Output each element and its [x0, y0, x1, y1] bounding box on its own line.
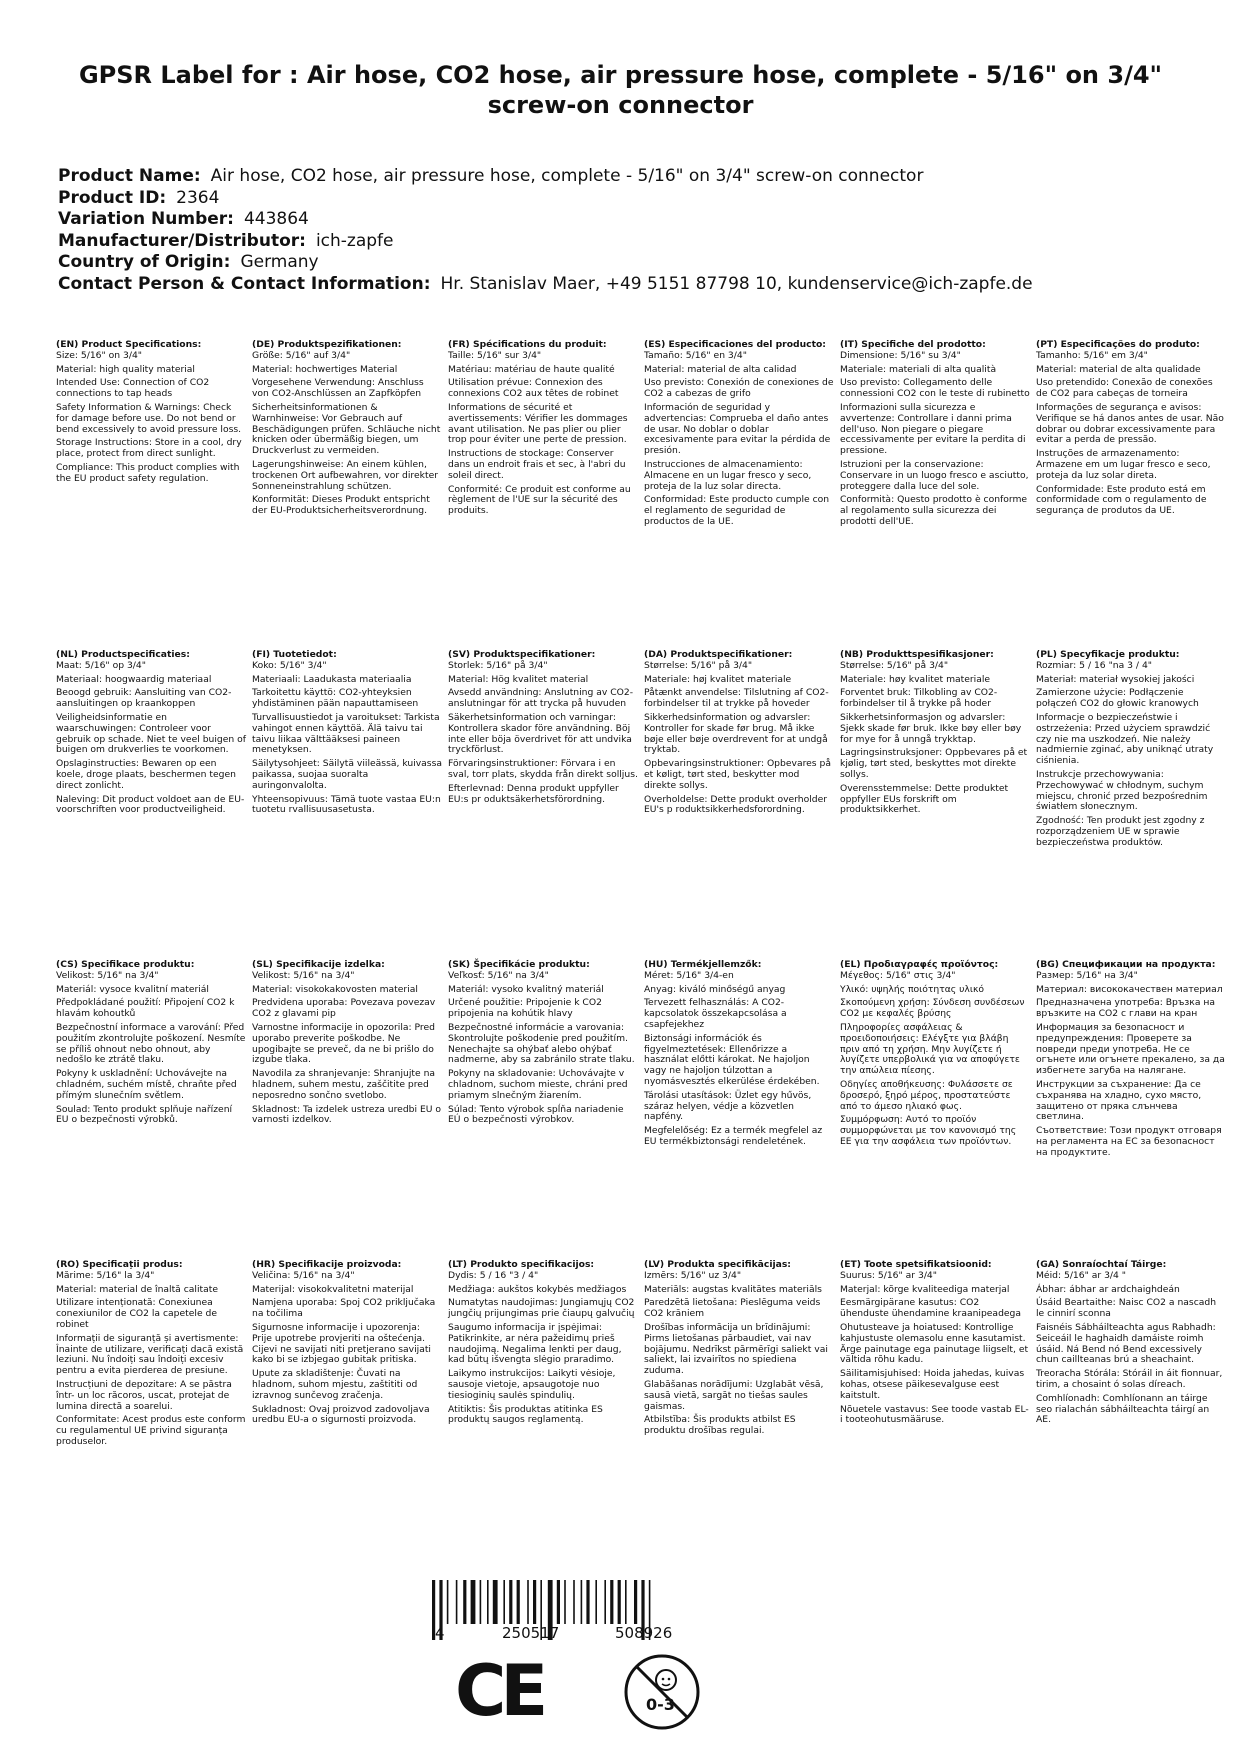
- barcode-bar: [604, 1580, 606, 1624]
- info-label: Country of Origin:: [58, 252, 231, 272]
- barcode-bar: [533, 1580, 536, 1624]
- spec-line: Méret: 5/16" 3/4-en: [644, 969, 734, 981]
- spec-line: Storage Instructions: Store in a cool, dry place, protect from direct sunlight.: [56, 437, 242, 460]
- spec-heading: (NL) Productspecificaties:: [56, 649, 190, 660]
- spec-line: Materiál: vysoce kvalitní materiál: [56, 983, 209, 995]
- barcode-bar: [503, 1580, 505, 1624]
- spec-heading: (EL) Προδιαγραφές προϊόντος:: [840, 959, 999, 970]
- spec-heading: (DE) Produktspezifikationen:: [252, 339, 402, 350]
- spec-line: Efterlevnad: Denna produkt uppfyller EU:s pr oduktsäkerhetsförordning.: [448, 782, 619, 805]
- info-row: [58, 252, 1033, 274]
- spec-line: Instructions de stockage: Conserver dans un endroit frais et sec, à l'abri du soleil direct.: [448, 448, 626, 481]
- spec-block: [840, 340, 1030, 531]
- spec-heading: (FR) Spécifications du produit:: [448, 339, 607, 350]
- not-for-children-0-3-icon: [622, 1652, 702, 1732]
- info-label: Product ID:: [58, 187, 167, 208]
- spec-line: Matériau: matériau de haute qualité: [448, 363, 615, 375]
- barcode-bar: [581, 1580, 583, 1624]
- spec-line: Předpokládané použití: Připojení CO2 k hlavám kohoutků: [56, 997, 235, 1020]
- spec-line: Pokyny na skladovanie: Uchovávajte v chladnom, suchom mieste, chráni pred priamym slnečným žiarením.: [448, 1068, 628, 1101]
- info-label: Contact Person & Contact Information:: [58, 273, 431, 294]
- spec-line: Rozmiar: 5 / 16 "na 3 / 4": [1036, 659, 1153, 671]
- spec-block: [448, 1260, 638, 1429]
- spec-line: Conformitate: Acest produs este conform cu regulamentul UE privind siguranța produselor.: [56, 1414, 246, 1447]
- spec-line: Paredzētā lietošana: Pieslēguma veids CO2 krāniem: [644, 1297, 821, 1320]
- spec-line: Velikost: 5/16" na 3/4": [252, 969, 355, 981]
- spec-line: Veľkosť: 5/16" na 3/4": [448, 969, 549, 981]
- spec-line: Varnostne informacije in opozorila: Pred uporabo preverite poškodbe. Ne upogibajte se preveč, da ne bi prišlo do izgube tlaka.: [252, 1021, 435, 1066]
- spec-line: Suurus: 5/16" ar 3/4": [840, 1269, 937, 1281]
- spec-line: Naleving: Dit product voldoet aan de EU-voorschriften voor productveiligheid.: [56, 793, 245, 816]
- spec-heading: (BG) Спецификации на продукта:: [1036, 959, 1216, 970]
- spec-line: Veiligheidsinformatie en waarschuwingen: Controleer voor gebruik op schade. Niet te veel buigen of buigen om drukverlies te voorkomen.: [56, 711, 246, 756]
- age-warning-label: 0-3: [646, 1695, 675, 1714]
- spec-line: Materiale: høy kvalitet materiale: [840, 673, 991, 685]
- spec-line: Eesmärgipärane kasutus: CO2 ühenduste ühendamine kraanipeadega: [840, 1297, 1022, 1320]
- spec-line: Storlek: 5/16" på 3/4": [448, 659, 548, 671]
- spec-block: [56, 1260, 246, 1451]
- spec-block: [252, 340, 442, 520]
- spec-line: Medžiaga: aukštos kokybės medžiagos: [448, 1283, 627, 1295]
- spec-line: Lagringsinstruksjoner: Oppbevares på et kjølig, tørt sted, beskyttes mot direkte sollys.: [840, 747, 1028, 780]
- spec-heading: (SV) Produktspecifikationer:: [448, 649, 596, 660]
- barcode-bar: [517, 1580, 520, 1624]
- barcode-bar: [509, 1580, 512, 1624]
- spec-line: Maat: 5/16" op 3/4": [56, 659, 146, 671]
- spec-line: Sigurnosne informacije i upozorenja: Prije upotrebe provjeriti na oštećenja. Cijevi ne savijati niti pretjerano savijati kako bi se izbjegao gubitak pritiska.: [252, 1321, 431, 1366]
- info-row: [58, 231, 1033, 253]
- barcode-bar: [625, 1580, 627, 1624]
- spec-line: Laikymo instrukcijos: Laikyti vėsioje, sausoje vietoje, apsaugotoje nuo tiesioginių saulės spindulių.: [448, 1368, 616, 1401]
- spec-line: Material: material de alta qualidade: [1036, 363, 1201, 375]
- spec-line: Σκοπούμενη χρήση: Σύνδεση συνδέσεων CO2 με κεφαλές βρύσης: [840, 997, 1025, 1020]
- spec-line: Izmērs: 5/16" uz 3/4": [644, 1269, 742, 1281]
- spec-line: Sikkerhetsinformasjon og advarsler: Sjekk skade før bruk. Ikke bøy eller bøy for mye for å unngå trykktap.: [840, 711, 1022, 745]
- spec-line: Skladnost: Ta izdelek ustreza uredbi EU o varnosti izdelkov.: [252, 1103, 442, 1126]
- spec-block: [448, 340, 638, 520]
- spec-line: Conformidad: Este producto cumple con el reglamento de seguridad de productos de la UE.: [644, 494, 830, 527]
- spec-line: Material: high quality material: [56, 363, 195, 375]
- spec-line: Conformità: Questo prodotto è conforme al regolamento sulla sicurezza dei prodotti dell'UE.: [840, 494, 1028, 527]
- barcode-bar: [480, 1580, 482, 1624]
- spec-line: Overensstemmelse: Dette produktet oppfyller EUs forskrift om produktsikkerhet.: [840, 782, 1009, 816]
- spec-block: [644, 340, 834, 531]
- spec-line: Инструкции за съхранение: Да се съхранява на хладно, сухо място, защитено от пряка слънчева светлина.: [1036, 1078, 1202, 1123]
- spec-line: Dimensione: 5/16" su 3/4": [840, 349, 961, 361]
- barcode-bar: [447, 1580, 449, 1624]
- spec-heading: (DA) Produktspecifikationer:: [644, 649, 793, 660]
- spec-line: Materiale: materiali di alta qualità: [840, 363, 997, 375]
- spec-line: Informacje o bezpieczeństwie i ostrzeżenia: Przed użyciem sprawdzić czy nie ma uszkodzeń. Nie należy nadmiernie zginać, aby uniknąć utraty ciśnienia.: [1036, 711, 1214, 767]
- barcode-bar: [573, 1580, 575, 1624]
- spec-line: Upute za skladištenje: Čuvati na hladnom, suhom mjestu, zaštititi od izravnog sunčevog zračenja.: [252, 1368, 418, 1401]
- spec-heading: (HU) Termékjellemzők:: [644, 959, 762, 970]
- info-label: Product Name:: [58, 166, 201, 186]
- info-label: Manufacturer/Distributor:: [58, 230, 306, 251]
- spec-block: [644, 650, 834, 819]
- spec-line: Ohutusteave ja hoiatused: Kontrollige kahjustuste olemasolu enne kasutamist. Ärge painutage ega painutage liigselt, et vältida rõhu kadu.: [840, 1321, 1029, 1366]
- spec-block: [252, 650, 442, 819]
- barcode-bar: [618, 1580, 621, 1624]
- spec-line: Informações de segurança e avisos: Verifique se há danos antes de usar. Não dobrar ou dobrar excessivamente para evitar a perda de pressão.: [1036, 401, 1224, 446]
- spec-block: [448, 960, 638, 1129]
- spec-line: Drošības informācija un brīdinājumi: Pirms lietošanas pārbaudiet, vai nav bojājumu. Nedrīkst pārmērīgi saliekt vai saliekt, lai izvairītos no spiediena zuduma.: [644, 1321, 828, 1377]
- barcode-bar: [634, 1580, 637, 1624]
- spec-line: Materiał: materiał wysokiej jakości: [1036, 673, 1195, 685]
- spec-line: Størrelse: 5/16" på 3/4": [644, 659, 753, 671]
- info-row: [58, 209, 1033, 231]
- spec-heading: (LV) Produkta specifikācijas:: [644, 1259, 791, 1270]
- spec-line: Numatytas naudojimas: Jungiamųjų CO2 jungčių prijungimas prie čiaupų galvučių: [448, 1297, 635, 1320]
- info-value: Air hose, CO2 hose, air pressure hose, complete - 5/16" on 3/4" screw-on connector: [210, 166, 924, 186]
- spec-line: Uso previsto: Collegamento delle connessioni CO2 con le teste di rubinetto: [840, 377, 1030, 400]
- spec-heading: (HR) Specifikacije proizvoda:: [252, 1259, 402, 1270]
- spec-line: Velikost: 5/16" na 3/4": [56, 969, 159, 981]
- info-row: [58, 274, 1033, 296]
- spec-heading: (PT) Especificações do produto:: [1036, 339, 1200, 350]
- spec-line: Tárolási utasítások: Üzlet egy hűvös, száraz helyen, védje a közvetlen napfény.: [644, 1089, 812, 1123]
- spec-line: Navodila za shranjevanje: Shranjujte na hladnem, suhem mestu, zaščitite pred neposredno sončno svetlobo.: [252, 1068, 436, 1101]
- spec-heading: (NB) Produkttspesifikasjoner:: [840, 649, 994, 660]
- spec-line: Lagerungshinweise: An einem kühlen, trockenen Ort aufbewahren, vor direkter Sonneneinstrahlung schützen.: [252, 458, 438, 492]
- spec-line: Veličina: 5/16" na 3/4": [252, 1269, 355, 1281]
- spec-line: Conformité: Ce produit est conforme au règlement de l'UE sur la sécurité des produits.: [448, 483, 631, 517]
- spec-line: Instruções de armazenamento: Armazene em um lugar fresco e seco, proteja da luz solar direta.: [1036, 448, 1211, 481]
- spec-block: [56, 650, 246, 819]
- spec-line: Anyag: kiváló minőségű anyag: [644, 983, 786, 995]
- spec-heading: (RO) Specificații produs:: [56, 1259, 183, 1270]
- spec-line: Atbilstība: Šis produkts atbilst ES produktu drošības regulai.: [644, 1414, 796, 1437]
- spec-line: Koko: 5/16" 3/4": [252, 659, 327, 671]
- spec-line: Material: material de alta calidad: [644, 363, 797, 375]
- barcode-bar: [487, 1580, 489, 1624]
- spec-line: Forventet bruk: Tilkobling av CO2-forbindelser til å trykke på hoder: [840, 687, 998, 710]
- spec-line: Určené použitie: Pripojenie k CO2 pripojenia na kohútik hlavy: [448, 997, 602, 1020]
- spec-line: Treoracha Stórála: Stóráil in áit fionnuar, tirim, a chosaint ó solas díreach.: [1036, 1368, 1223, 1390]
- spec-line: Atitiktis: Šis produktas atitinka ES produktų saugos reglamentą.: [448, 1403, 603, 1426]
- info-value: Hr. Stanislav Maer, +49 5151 87798 10, kundenservice@ich-zapfe.de: [440, 273, 1033, 294]
- spec-block: [840, 650, 1030, 819]
- spec-line: Opbevaringsinstruktioner: Opbevares på et køligt, tørt sted, beskytter mod direkte sollys.: [644, 758, 831, 791]
- spec-block: [56, 960, 246, 1129]
- spec-line: Zgodność: Ten produkt jest zgodny z rozporządzeniem UE w sprawie bezpieczeństwa produktów.: [1036, 815, 1205, 848]
- info-value: Germany: [240, 252, 319, 272]
- spec-line: Instrukcje przechowywania: Przechowywać w chłodnym, suchym miejscu, chronić przed bezpośrednim światłem słonecznym.: [1036, 768, 1208, 813]
- ce-mark-icon: CE: [455, 1650, 543, 1732]
- spec-line: Material: hochwertiges Material: [252, 363, 398, 375]
- spec-line: Zamierzone użycie: Podłączenie połączeń CO2 do głowic kranowych: [1036, 687, 1199, 710]
- spec-line: Pokyny k uskladnění: Uchovávejte na chladném, suchém místě, chraňte před přímým slunečním světlem.: [56, 1068, 237, 1101]
- spec-line: Instrucciones de almacenamiento: Almacene en un lugar fresco y seco, proteja de la luz solar directa.: [644, 458, 812, 492]
- info-value: ich-zapfe: [315, 230, 394, 251]
- spec-line: Μέγεθος: 5/16" στις 3/4": [840, 969, 956, 981]
- product-info: [58, 166, 1033, 295]
- spec-line: Megfelelőség: Ez a termék megfelel az EU termékbiztonsági rendeletének.: [644, 1125, 823, 1147]
- spec-line: Konformität: Dieses Produkt entspricht der EU-Produktsicherheitsverordnung.: [252, 494, 430, 517]
- spec-line: Méid: 5/16" ar 3/4 ": [1036, 1269, 1127, 1281]
- spec-line: Biztonsági információk és figyelmeztetések: Ellenőrizze a használat előtti károkat. Ne hajoljon vagy ne hajoljon túlzottan a nyomásvesztés elkerülése érdekében.: [644, 1032, 820, 1087]
- spec-block: [1036, 340, 1226, 520]
- spec-line: Størrelse: 5/16" på 3/4": [840, 659, 949, 671]
- spec-line: Материал: висококачествен материал: [1036, 983, 1223, 995]
- info-value: 2364: [176, 187, 220, 208]
- spec-line: Informazioni sulla sicurezza e avvertenze: Controllare i danni prima dell'uso. Non piegare o piegare eccessivamente per evitare la perdita di pressione.: [840, 401, 1026, 457]
- spec-line: Súlad: Tento výrobok spĺňa nariadenie EÚ o bezpečnosti výrobkov.: [448, 1103, 624, 1126]
- barcode-bar: [610, 1580, 613, 1624]
- spec-line: Påtænkt anvendelse: Tilslutning af CO2-forbindelser til at trykke på hoveder: [644, 687, 829, 710]
- spec-line: Opslaginstructies: Bewaren op een koele, droge plaats, beschermen tegen direct zonlicht.: [56, 758, 236, 791]
- spec-heading: (EN) Product Specifications:: [56, 339, 202, 350]
- spec-line: Overholdelse: Dette produkt overholder EU's p roduktsikkerhedsforordning.: [644, 793, 828, 816]
- spec-line: Uso pretendido: Conexão de conexões de CO2 para cabeças de torneira: [1036, 377, 1213, 400]
- barcode-digit-2: 250517: [502, 1624, 560, 1642]
- spec-line: Tamaño: 5/16" en 3/4": [644, 349, 747, 361]
- spec-line: Tamanho: 5/16" em 3/4": [1036, 349, 1148, 361]
- barcode-digit-3: 508926: [615, 1624, 673, 1642]
- spec-block: [448, 650, 638, 808]
- spec-line: Materiaal: hoogwaardig materiaal: [56, 673, 212, 685]
- spec-line: Съответствие: Този продукт отговаря на регламента на ЕС за безопасност на продуктите.: [1036, 1125, 1222, 1158]
- spec-line: Namjena uporaba: Spoj CO2 priključaka na točilima: [252, 1297, 436, 1320]
- spec-line: Size: 5/16" on 3/4": [56, 349, 143, 361]
- spec-block: [1036, 1260, 1226, 1429]
- spec-block: [252, 960, 442, 1129]
- spec-line: Safety Information & Warnings: Check for damage before use. Do not bend or bend excessively to avoid pressure loss.: [56, 401, 242, 435]
- info-row: [58, 188, 1033, 210]
- spec-line: Saugumo informacija ir įspėjimai: Patikrinkite, ar nėra pažeidimų prieš naudojimą. Negalima lenkti per daug, kad būtų išvengta slėgio praradimo.: [448, 1321, 622, 1366]
- spec-line: Sikkerhedsinformation og advarsler: Kontroller for skade før brug. Må ikke bøje eller bøje overdrevent for at undgå tryktab.: [644, 711, 828, 756]
- barcode-bar: [564, 1580, 566, 1624]
- spec-line: Materiāls: augstas kvalitātes materiāls: [644, 1283, 822, 1295]
- spec-line: Yhteensopivuus: Tämä tuote vastaa EU:n tuotetu rvallisuusasetusta.: [252, 793, 441, 816]
- spec-heading: (FI) Tuotetiedot:: [252, 649, 337, 660]
- barcode-bar: [456, 1580, 458, 1624]
- barcode-bar: [463, 1580, 466, 1624]
- spec-line: Ábhar: ábhar ar ardchaighdeán: [1036, 1283, 1180, 1295]
- spec-block: [644, 960, 834, 1151]
- spec-line: Informations de sécurité et avertissements: Vérifier les dommages avant utilisation. Ne pas plier ou plier trop pour éviter une perte de pression.: [448, 401, 628, 446]
- spec-line: Bezpečnostné informácie a varovania: Skontrolujte poškodenie pred použitím. Nenechajte sa ohýbať alebo ohýbať nadmerne, aby sa zabránilo strate tlaku.: [448, 1021, 635, 1066]
- spec-heading: (SL) Specifikacije izdelka:: [252, 959, 385, 970]
- spec-line: Информация за безопасност и предупреждения: Проверете за повреди преди употреба. Не се огънете или огънете прекалено, за да избегнете загуба на налягане.: [1036, 1021, 1225, 1077]
- spec-line: Taille: 5/16" sur 3/4": [448, 349, 542, 361]
- spec-line: Materiál: vysoko kvalitný materiál: [448, 983, 604, 995]
- spec-line: Nõuetele vastavus: See toode vastab EL-i tooteohutusmääruse.: [840, 1403, 1029, 1426]
- spec-line: Υλικό: υψηλής ποιότητας υλικό: [840, 983, 985, 995]
- info-value: 443864: [243, 209, 309, 229]
- spec-line: Größe: 5/16" auf 3/4": [252, 349, 351, 361]
- spec-line: Materiaali: Laadukasta materiaalia: [252, 673, 412, 685]
- spec-line: Vorgesehene Verwendung: Anschluss von CO2-Anschlüssen an Zapfköpfen: [252, 377, 424, 400]
- spec-heading: (ES) Especificaciones del producto:: [644, 339, 826, 350]
- spec-heading: (ET) Toote spetsifikatsioonid:: [840, 1259, 992, 1270]
- info-label: Variation Number:: [58, 209, 234, 229]
- spec-line: Sukladnost: Ovaj proizvod zadovoljava uredbu EU-a o sigurnosti proizvoda.: [252, 1403, 430, 1426]
- page-title: GPSR Label for : Air hose, CO2 hose, air pressure hose, complete - 5/16" on 3/4" screw-on connector: [78, 61, 1163, 119]
- spec-block: [1036, 960, 1226, 1162]
- spec-line: Sicherheitsinformationen & Warnhinweise: Vor Gebrauch auf Beschädigungen prüfen. Schläuche nicht knicken oder übermäßig biegen, um Druckverlust zu vermeiden.: [252, 401, 441, 457]
- spec-line: Instrucțiuni de depozitare: A se păstra într- un loc răcoros, uscat, protejat de lumina directă a soarelui.: [56, 1378, 232, 1412]
- spec-block: [840, 960, 1030, 1151]
- spec-line: Turvallisuustiedot ja varoitukset: Tarkista vahingot ennen käyttöä. Älä taivu tai taivu liikaa välttääksesi paineen menetyksen.: [252, 711, 440, 756]
- spec-line: Avsedd användning: Anslutning av CO2-anslutningar för att trycka på huvuden: [448, 687, 634, 710]
- spec-line: Conformidade: Este produto está em conformidade com o regulamento de segurança de produtos da UE.: [1036, 483, 1207, 517]
- spec-line: Mărime: 5/16" la 3/4": [56, 1269, 155, 1281]
- spec-line: Utilizare intenționată: Conexiunea conexiunilor de CO2 la capetele de robinet: [56, 1297, 217, 1330]
- spec-line: Comhlíonadh: Comhlíonann an táirge seo rialachán sábháilteachta táirgí an AE.: [1036, 1392, 1210, 1426]
- spec-line: Materijal: visokokvalitetni materijal: [252, 1283, 414, 1295]
- spec-line: Material: material de înaltă calitate: [56, 1283, 218, 1295]
- spec-line: Istruzioni per la conservazione: Conservare in un luogo fresco e asciutto, proteggere dalla luce del sole.: [840, 458, 1029, 492]
- barcode-bar: [471, 1580, 476, 1624]
- spec-line: Tarkoitettu käyttö: CO2-yhteyksien yhdistäminen pään napauttamiseen: [252, 687, 419, 710]
- spec-line: Beoogd gebruik: Aansluiting van CO2-aansluitingen op kraankoppen: [56, 687, 232, 710]
- spec-line: Dydis: 5 / 16 "3 / 4": [448, 1269, 539, 1281]
- spec-line: Förvaringsinstruktioner: Förvara i en sval, torr plats, skydda från direkt solljus.: [448, 758, 638, 780]
- spec-line: Οδηγίες αποθήκευσης: Φυλάσσετε σε δροσερό, ξηρό μέρος, προστατεύστε από το άμεσο ηλιακό φως.: [840, 1078, 1013, 1112]
- spec-line: Glabāšanas norādījumi: Uzglabāt vēsā, sausā vietā, sargāt no tiešas saules gaismas.: [644, 1378, 824, 1412]
- spec-heading: (CS) Specifikace produktu:: [56, 959, 195, 970]
- spec-line: Предназначена употреба: Връзка на връзките на CO2 с глави на кран: [1036, 997, 1216, 1020]
- spec-heading: (PL) Specyfikacje produktu:: [1036, 649, 1180, 660]
- barcode-bar: [527, 1580, 529, 1624]
- spec-line: Tervezett felhasználás: A CO2-kapcsolatok összekapcsolása a csapfejekhez: [644, 997, 787, 1030]
- spec-line: Intended Use: Connection of CO2 connections to tap heads: [56, 377, 210, 400]
- barcode-digit-1: 4: [435, 1624, 445, 1642]
- spec-block: [644, 1260, 834, 1440]
- spec-line: Compliance: This product complies with the EU product safety regulation.: [56, 461, 240, 484]
- spec-line: Predvidena uporaba: Povezava povezav CO2 z glavami pip: [252, 997, 436, 1020]
- spec-line: Soulad: Tento produkt splňuje nařízení EU o bezpečnosti výrobků.: [56, 1103, 233, 1126]
- spec-line: Πληροφορίες ασφάλειας & προειδοποιήσεις: Ελέγξτε για βλάβη πριν από τη χρήση. Μην λυγίζετε ή λυγίζετε υπερβολικά για να αποφύγετε την απώλεια πίεσης.: [840, 1021, 1020, 1077]
- spec-line: Materjal: kõrge kvaliteediga materjal: [840, 1283, 1010, 1295]
- spec-line: Размер: 5/16" на 3/4": [1036, 969, 1138, 981]
- spec-line: Información de seguridad y advertencias: Comprueba el daño antes de usar. No doblar o doblar excesivamente para evitar la pérdida de presión.: [644, 401, 831, 457]
- spec-line: Säilitamisjuhised: Hoida jahedas, kuivas kohas, otsese päikesevalguse eest kaitstult.: [840, 1368, 1025, 1401]
- spec-block: [252, 1260, 442, 1429]
- barcode-bar: [493, 1580, 498, 1624]
- spec-heading: (SK) Špecifikácie produktu:: [448, 959, 590, 970]
- barcode-bar: [595, 1580, 597, 1624]
- spec-line: Συμμόρφωση: Αυτό το προϊόν συμμορφώνεται με τον κανονισμό της ΕΕ για την ασφάλεια των προϊόντων.: [840, 1114, 1017, 1147]
- spec-line: Säkerhetsinformation och varningar: Kontrollera skador före användning. Böj inte eller böja överdrivet för att undvika tryckförlust.: [448, 711, 632, 756]
- spec-line: Materiale: høj kvalitet materiale: [644, 673, 792, 685]
- spec-heading: (GA) Sonraíochtaí Táirge:: [1036, 1259, 1167, 1270]
- spec-line: Informații de siguranță și avertismente: Înainte de utilizare, verificați dacă există leziuni. Nu îndoiți sau îndoiți excesiv pentru a evita pierderea de presiune.: [56, 1332, 244, 1377]
- spec-line: Utilisation prévue: Connexion des connexions CO2 aux têtes de robinet: [448, 377, 619, 400]
- spec-line: Material: Hög kvalitet material: [448, 673, 589, 685]
- info-row: [58, 166, 1033, 188]
- spec-heading: (LT) Produkto specifikacijos:: [448, 1259, 595, 1270]
- spec-line: Faisnéis Sábháilteachta agus Rabhadh: Seiceáil le haghaidh damáiste roimh úsáid. Ná Bend nó Bend excessively chun caillteanas brú a sheachaint.: [1036, 1321, 1216, 1366]
- spec-line: Uso previsto: Conexión de conexiones de CO2 a cabezas de grifo: [644, 377, 834, 400]
- spec-line: Bezpečnostní informace a varování: Před použitím zkontrolujte poškození. Nesmíte se příliš ohnout nebo ohnout, aby nedošlo ke ztrátě tlaku.: [56, 1021, 246, 1066]
- spec-block: [56, 340, 246, 488]
- spec-line: Material: visokokakovosten material: [252, 983, 418, 995]
- spec-block: [1036, 650, 1226, 852]
- barcode-bar: [586, 1580, 589, 1624]
- spec-heading: (IT) Specifiche del prodotto:: [840, 339, 986, 350]
- spec-block: [840, 1260, 1030, 1429]
- spec-line: Úsáid Beartaithe: Naisc CO2 a nascadh le cinnirí sconna: [1036, 1297, 1217, 1320]
- barcode-bar: [557, 1580, 560, 1624]
- spec-line: Säilytysohjeet: Säilytä viileässä, kuivassa paikassa, suojaa suoralta auringonvalolta.: [252, 758, 443, 791]
